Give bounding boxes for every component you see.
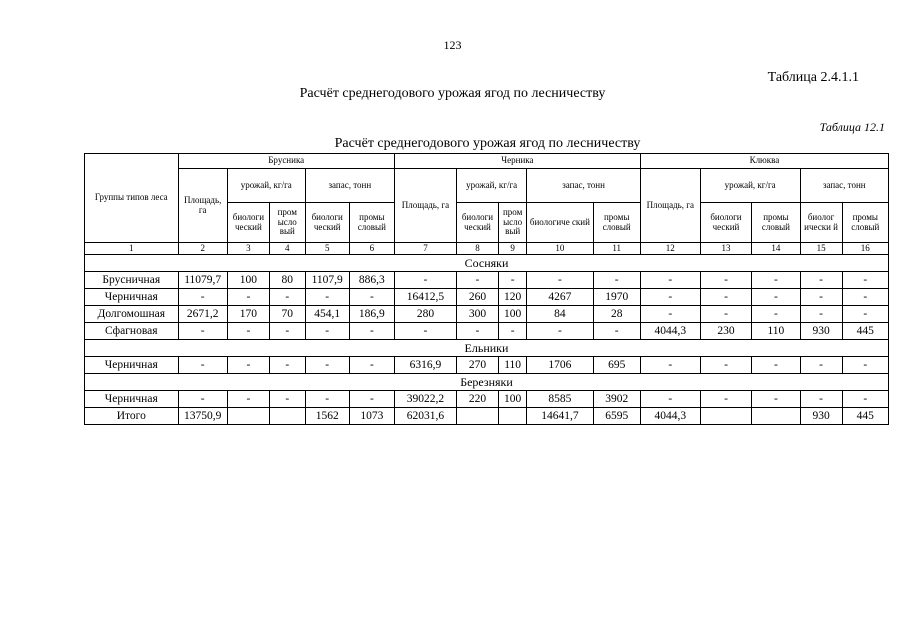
value-cell: 1706 [527,357,593,374]
value-cell: - [700,357,751,374]
column-number: 8 [456,243,498,255]
berry-yield-table [84,153,889,425]
value-cell: 170 [227,306,269,323]
value-cell: - [227,289,269,306]
table-row [85,391,889,408]
value-cell: - [269,289,305,306]
value-cell: 6316,9 [394,357,456,374]
column-number: 13 [700,243,751,255]
value-cell: - [800,289,842,306]
column-number-row [85,243,889,255]
column-number: 16 [842,243,888,255]
column-number: 10 [527,243,593,255]
value-cell: 110 [498,357,526,374]
value-cell: 70 [269,306,305,323]
value-cell: - [593,272,640,289]
column-number: 5 [305,243,349,255]
value-cell: - [752,357,800,374]
section-row [85,340,889,357]
value-cell: 4267 [527,289,593,306]
value-cell: 6595 [593,408,640,425]
value-cell: 695 [593,357,640,374]
chernika-header: Черника [394,154,640,169]
table-row [85,289,889,306]
value-cell: - [842,391,888,408]
value-cell: - [305,391,349,408]
value-cell: 280 [394,306,456,323]
k-prom-stock-header: промы словый [842,203,888,243]
chernika-area-header: Площадь, га [394,169,456,243]
value-cell: - [349,289,394,306]
table-row [85,272,889,289]
brusnika-stock-header: запас, тонн [305,169,394,203]
value-cell: 100 [227,272,269,289]
table-label-top: Таблица 2.4.1.1 [767,70,859,85]
page-number: 123 [443,38,462,52]
value-cell: - [640,272,700,289]
section-row [85,374,889,391]
row-label-cell: Черничная [85,357,179,374]
value-cell: - [227,357,269,374]
row-label-cell: Сфагновая [85,323,179,340]
b-bio-stock-header: биологи ческий [305,203,349,243]
value-cell: - [752,391,800,408]
main-title: Расчёт среднегодового урожая ягод по лесничеству [299,86,606,101]
value-cell: - [752,289,800,306]
b-prom-yield-header: пром ысло вый [269,203,305,243]
value-cell: - [178,357,227,374]
column-number: 1 [85,243,179,255]
klyukva-header: Клюква [640,154,888,169]
value-cell: - [842,289,888,306]
value-cell: 3902 [593,391,640,408]
value-cell: 16412,5 [394,289,456,306]
value-cell: 80 [269,272,305,289]
value-cell: 300 [456,306,498,323]
brusnika-area-header: Площадь, га [178,169,227,243]
value-cell: - [700,289,751,306]
column-number: 3 [227,243,269,255]
value-cell: - [178,289,227,306]
value-cell: 454,1 [305,306,349,323]
value-cell: 1970 [593,289,640,306]
column-number: 4 [269,243,305,255]
value-cell: - [269,391,305,408]
value-cell: 1562 [305,408,349,425]
value-cell: 100 [498,391,526,408]
value-cell: 260 [456,289,498,306]
value-cell [269,408,305,425]
table-row [85,306,889,323]
value-cell: - [800,306,842,323]
k-bio-yield-header: биологи ческий [700,203,751,243]
k-bio-stock-header: биолог ически й [800,203,842,243]
c-bio-stock-header: биологиче ский [527,203,593,243]
column-number: 7 [394,243,456,255]
value-cell [227,408,269,425]
value-cell: - [269,357,305,374]
groups-header: Группы типов леса [85,154,179,243]
value-cell: 28 [593,306,640,323]
table-title: Расчёт среднегодового урожая ягод по лесничеству [334,136,641,151]
value-cell: - [498,272,526,289]
value-cell: 39022,2 [394,391,456,408]
value-cell: 186,9 [349,306,394,323]
column-number: 15 [800,243,842,255]
b-bio-yield-header: биологи ческий [227,203,269,243]
c-prom-yield-header: пром ысло вый [498,203,526,243]
value-cell: - [700,391,751,408]
c-bio-yield-header: биологи ческий [456,203,498,243]
section-elniki: Ельники [85,340,889,357]
header-row-1 [85,154,889,169]
value-cell [498,408,526,425]
value-cell [752,408,800,425]
value-cell: 14641,7 [527,408,593,425]
b-prom-stock-header: промы словый [349,203,394,243]
column-number: 14 [752,243,800,255]
value-cell: 100 [498,306,526,323]
value-cell: 230 [700,323,751,340]
table-row [85,323,889,340]
value-cell: - [527,272,593,289]
value-cell: 1073 [349,408,394,425]
value-cell: - [349,323,394,340]
value-cell: - [349,391,394,408]
value-cell: - [842,272,888,289]
value-cell: - [640,289,700,306]
value-cell: 120 [498,289,526,306]
value-cell: - [227,391,269,408]
brusnika-header: Брусника [178,154,394,169]
row-label-cell: Брусничная [85,272,179,289]
column-number: 11 [593,243,640,255]
value-cell: - [640,306,700,323]
brusnika-yield-header: урожай, кг/га [227,169,305,203]
value-cell [456,408,498,425]
c-prom-stock-header: промы словый [593,203,640,243]
klyukva-yield-header: урожай, кг/га [700,169,800,203]
value-cell: 110 [752,323,800,340]
value-cell: 2671,2 [178,306,227,323]
row-label-cell: Итого [85,408,179,425]
value-cell: - [456,323,498,340]
value-cell: 4044,3 [640,408,700,425]
total-row [85,408,889,425]
value-cell: - [227,323,269,340]
value-cell: - [178,323,227,340]
chernika-yield-header: урожай, кг/га [456,169,526,203]
section-row [85,255,889,272]
column-number: 12 [640,243,700,255]
value-cell: - [752,306,800,323]
chernika-stock-header: запас, тонн [527,169,641,203]
section-berezyaki: Березняки [85,374,889,391]
value-cell: 445 [842,323,888,340]
value-cell: 8585 [527,391,593,408]
value-cell: - [178,391,227,408]
row-label-cell: Долгомошная [85,306,179,323]
row-label-cell: Черничная [85,391,179,408]
value-cell: 4044,3 [640,323,700,340]
value-cell: - [700,306,751,323]
k-prom-yield-header: промы словый [752,203,800,243]
value-cell: 84 [527,306,593,323]
value-cell: - [527,323,593,340]
value-cell: - [842,357,888,374]
klyukva-area-header: Площадь, га [640,169,700,243]
table-row [85,357,889,374]
value-cell: - [269,323,305,340]
section-sosnyaki: Сосняки [85,255,889,272]
value-cell: 1107,9 [305,272,349,289]
value-cell: 13750,9 [178,408,227,425]
value-cell: - [640,391,700,408]
value-cell: - [640,357,700,374]
value-cell: - [394,272,456,289]
value-cell: - [305,323,349,340]
value-cell: - [842,306,888,323]
value-cell: 445 [842,408,888,425]
value-cell: 11079,7 [178,272,227,289]
column-number: 2 [178,243,227,255]
value-cell: 930 [800,323,842,340]
value-cell [700,408,751,425]
column-number: 9 [498,243,526,255]
value-cell: - [456,272,498,289]
klyukva-stock-header: запас, тонн [800,169,888,203]
value-cell: - [700,272,751,289]
value-cell: - [800,357,842,374]
value-cell: 220 [456,391,498,408]
value-cell: 270 [456,357,498,374]
value-cell: - [800,391,842,408]
value-cell: - [305,289,349,306]
value-cell: 886,3 [349,272,394,289]
value-cell: 930 [800,408,842,425]
value-cell: - [800,272,842,289]
row-label-cell: Черничная [85,289,179,306]
value-cell: - [305,357,349,374]
header-row-2 [85,169,889,203]
value-cell: - [498,323,526,340]
value-cell: - [349,357,394,374]
value-cell: - [593,323,640,340]
table-label-italic: Таблица 12.1 [819,120,885,134]
value-cell: - [394,323,456,340]
value-cell: - [752,272,800,289]
value-cell: 62031,6 [394,408,456,425]
column-number: 6 [349,243,394,255]
